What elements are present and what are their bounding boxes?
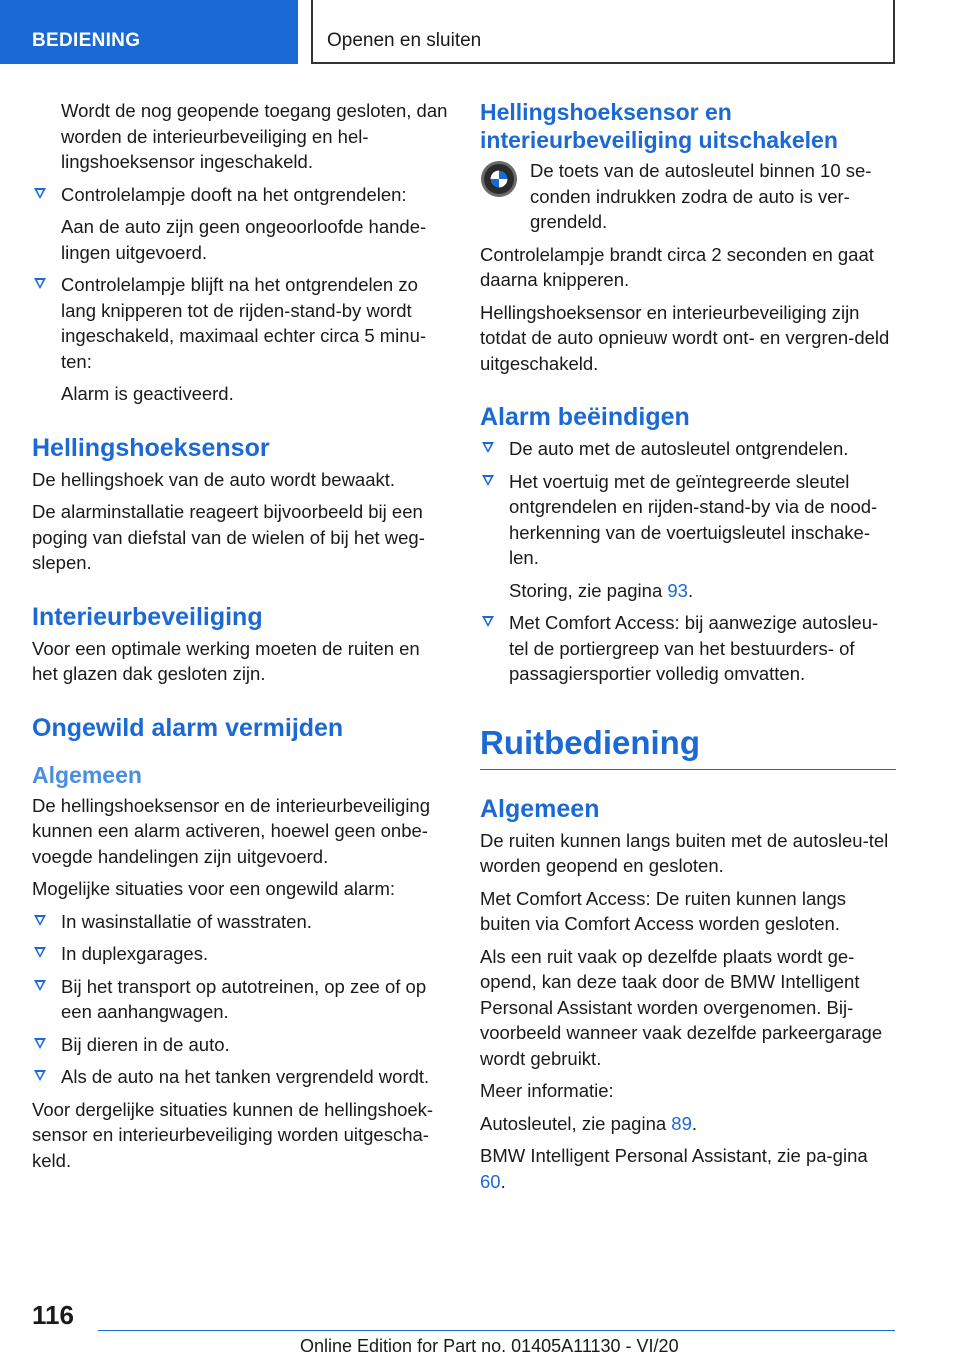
list-item-text: In wasinstallatie of wasstraten. [61,910,312,932]
paragraph: Controlelampje brandt circa 2 seconden en gaat daarna knipperen. [480,243,874,290]
reference [480,1143,896,1194]
list-item-text: Het voertuig met de geïntegreerde sleutel ontgrendelen en rijden-stand-by via de nood-herkenning van de voertuigsleutel inschake-len. [509,470,878,568]
paragraph: Mogelijke situaties voor een ongewild alarm: [32,878,395,899]
list-item-text: De auto met de autosleutel ontgrendelen. [509,438,849,459]
list-item [32,1032,448,1058]
heading-ongewild-alarm: Ongewild alarm vermijden [32,713,344,742]
list-item [480,610,896,687]
list-item-text: Als de auto na het tanken vergrendeld wordt. [61,1066,430,1087]
heading-interieurbeveiliging: Interieurbeveiliging [32,602,263,631]
ref-end: . [687,579,694,601]
list-item-detail: Alarm is geactiveerd. [61,383,234,404]
paragraph: De alarminstallatie reageert bijvoorbeeld bij een poging van diefstal van de wielen of bij het weg-slepen. [32,501,425,573]
chapter-title: Openen en sluiten [311,0,895,64]
triangle-bullet-icon [482,475,494,486]
list-item [32,1064,448,1090]
heading-ruitbediening: Ruitbediening [480,723,896,770]
reference [480,1111,896,1137]
paragraph: De toets van de autosleutel binnen 10 se-conden indrukken zodra de auto is ver-grendeld. [530,160,872,232]
paragraph: De ruiten kunnen langs buiten met de autosleu-tel worden geopend en gesloten. [480,829,889,876]
left-column [32,98,448,1180]
list-item-text: Bij het transport op autotreinen, op zee of op een aanhangwagen. [61,975,427,1022]
list-item [32,182,448,266]
alarm-list [480,436,896,687]
subheading-algemeen: Algemeen [32,761,142,788]
heading-hellingshoeksensor: Hellingshoeksensor [32,433,270,462]
section-tab: BEDIENING [0,0,298,64]
edition-footer: Online Edition for Part no. 01405A11130 - VI/20 [300,1336,679,1356]
page-link-93[interactable]: 93 [667,579,688,601]
triangle-bullet-icon [34,947,46,958]
footer-rule [98,1330,895,1331]
key-instruction [480,158,896,242]
heading-algemeen: Algemeen [480,794,600,823]
triangle-bullet-icon [34,980,46,991]
paragraph: De hellingshoeksensor en de interieurbeveiliging kunnen een alarm activeren, hoewel geen onbe-voegde handelingen zijn uitgevoerd. [32,794,431,867]
indicator-list [32,182,448,407]
intro-paragraph: Wordt de nog geopende toegang gesloten, dan worden de interieurbeveiliging en hel-lingshoeksensor ingeschakeld. [61,100,448,172]
ref-text: Autosleutel, zie pagina [480,1112,672,1134]
list-item-text: Controlelampje blijft na het ontgrendelen zo lang knipperen tot de rijden-stand-by wordt ingeschakeld, maximaal echter circa 5 minu-ten: [61,274,427,372]
list-item-text: Met Comfort Access: bij aanwezige autosleu-tel de portiergreep van het bestuurders- of passagiersportier volledig omvatten. [509,612,879,684]
list-item-text: Controlelampje dooft na het ontgrendelen: [61,183,407,205]
paragraph: Meer informatie: [480,1080,614,1101]
page-link-89[interactable]: 89 [671,1112,692,1134]
list-item-detail [509,578,896,604]
right-column [480,98,896,1201]
list-item-text: In duplexgarages. [61,943,209,964]
page-link-60[interactable]: 60 [480,1170,501,1192]
ref-end: . [500,1170,506,1192]
ref-end: . [691,1112,698,1134]
paragraph: Hellingshoeksensor en interieurbeveiliging zijn totdat de auto opnieuw wordt ont- en vergren-deld uitgeschakeld. [480,301,890,374]
triangle-bullet-icon [34,915,46,926]
list-item [480,436,896,462]
triangle-bullet-icon [34,188,46,199]
ref-text: Storing, zie pagina [509,579,668,601]
paragraph: Voor dergelijke situaties kunnen de hellingshoek-sensor en interieurbeveiliging worden uitgescha-keld. [32,1098,434,1171]
list-item [480,469,896,604]
triangle-bullet-icon [34,278,46,289]
triangle-bullet-icon [34,1038,46,1049]
list-item [32,272,448,407]
triangle-bullet-icon [34,1070,46,1081]
list-item [32,974,448,1025]
bmw-key-button-icon [480,160,518,198]
list-item [32,941,448,967]
situation-list [32,909,448,1090]
paragraph: Met Comfort Access: De ruiten kunnen langs buiten via Comfort Access worden gesloten. [480,887,847,934]
heading-alarm-beeindigen: Alarm beëindigen [480,403,690,431]
triangle-bullet-icon [482,442,494,453]
paragraph: Als een ruit vaak op dezelfde plaats wordt ge-opend, kan deze taak door de BMW Intelligent Personal Assistant worden overgenomen. Bij-voorbeeld wanneer vaak dezelfde parkeergarage wordt gebruikt. [480,945,883,1069]
paragraph: De hellingshoek van de auto wordt bewaakt. [32,468,396,490]
subheading-uitschakelen: Hellingshoeksensor en interieurbeveiliging uitschakelen [480,99,838,153]
list-item [32,909,448,935]
list-item-text: Bij dieren in de auto. [61,1033,230,1055]
page-number: 116 [32,1300,74,1330]
ref-text: BMW Intelligent Personal Assistant, zie pa-gina [480,1145,868,1166]
triangle-bullet-icon [482,616,494,627]
paragraph: Voor een optimale werking moeten de ruiten en het glazen dak gesloten zijn. [32,637,420,684]
list-item-detail: Aan de auto zijn geen ongeoorloofde hande-lingen uitgevoerd. [61,216,427,263]
